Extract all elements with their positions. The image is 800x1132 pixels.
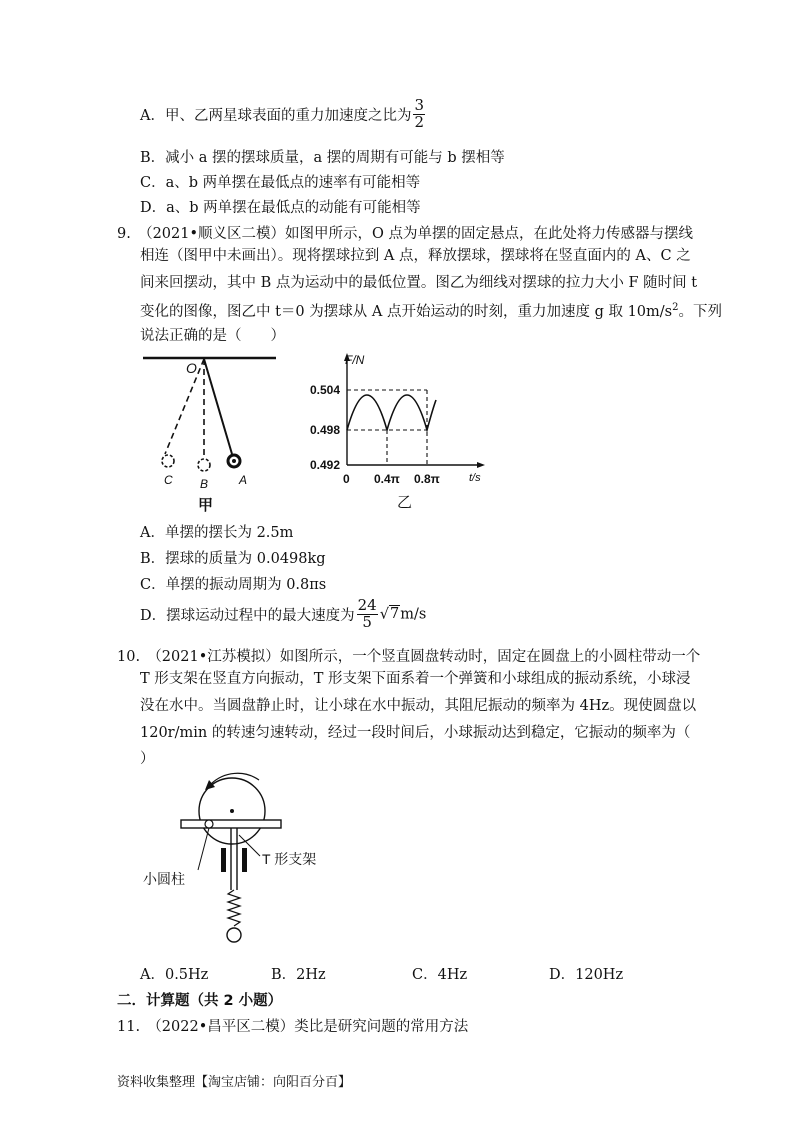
label-small-cylinder: 小圆柱 — [143, 871, 185, 887]
q8-option-a — [140, 98, 427, 131]
q9-option-d-text: D．摆球运动过程中的最大速度为 — [140, 607, 355, 624]
q8-option-a-text: A．甲、乙两星球表面的重力加速度之比为 — [140, 107, 412, 124]
q10-option-d: D．120Hz — [549, 967, 624, 983]
ball-b — [198, 459, 210, 471]
guide-left — [221, 848, 226, 872]
x-tick-08pi: 0.8π — [414, 472, 440, 486]
y-tick-0504: 0.504 — [310, 383, 341, 397]
q9-line-4-tail: 。下列 — [678, 303, 722, 320]
q8-option-b: B．减小 a 摆的摆球质量，a 摆的周期有可能与 b 摆相等 — [140, 150, 505, 166]
x-tick-0: 0 — [343, 472, 350, 486]
sqrt-radicand: 7 — [389, 606, 400, 623]
fraction-numerator: 24 — [357, 596, 377, 614]
footer-text: 资料收集整理【淘宝店铺：向阳百分百】 — [117, 1075, 352, 1090]
q10-line-3: 没在水中。当圆盘静止时，让小球在水中振动，其阻尼振动的频率为 4Hz。现使圆盘以 — [140, 698, 697, 714]
q10-option-b: B．2Hz — [271, 967, 326, 983]
fraction-numerator: 3 — [414, 96, 425, 114]
label-b: B — [200, 477, 209, 491]
q8-option-d: D．a、b 两单摆在最低点的动能有可能相等 — [140, 200, 421, 216]
ball-a-center — [232, 459, 236, 463]
label-a: A — [239, 473, 248, 487]
q10-line-2: T 形支架在竖直方向振动，T 形支架下面系着一个弹簧和小球组成的振动系统，小球浸 — [140, 671, 691, 687]
x-axis-label: t/s — [469, 472, 481, 484]
q9-option-a: A．单摆的摆长为 2.5m — [140, 525, 294, 541]
x-axis-arrow — [477, 462, 485, 468]
q9-option-b: B．摆球的质量为 0.0498kg — [140, 551, 326, 567]
t-bracket-bar — [181, 820, 281, 828]
label-t-bracket: T 形支架 — [262, 851, 317, 867]
q10-line-4: 120r/min 的转速匀速转动，经过一段时间后，小球振动达到稳定，它振动的频率为（ — [140, 725, 691, 741]
string-a — [204, 359, 232, 454]
ball-c — [162, 455, 174, 467]
q9-option-d-unit: m/s — [400, 606, 427, 623]
label-o: O — [186, 360, 197, 376]
caption-jia: 甲 — [198, 497, 214, 514]
q9-option-c: C．单摆的振动周期为 0.8πs — [140, 577, 327, 593]
q9-option-d — [140, 598, 426, 631]
ball — [227, 928, 241, 942]
y-tick-0498: 0.498 — [310, 423, 341, 437]
disc-center — [230, 809, 234, 813]
q10-line-1: 10. （2021•江苏模拟）如图所示，一个竖直圆盘转动时，固定在圆盘上的小圆柱带动一个 — [117, 649, 701, 665]
label-c: C — [164, 473, 173, 487]
q9-line-2: 相连（图甲中未画出）。现将摆球拉到 A 点，释放摆球，摆球将在竖直面内的 A、C 之 — [140, 248, 691, 264]
y-axis-label: F/N — [345, 353, 365, 367]
disc-spring-figure — [135, 770, 335, 955]
q10-line-5: ） — [140, 751, 155, 767]
q9-option-d-fraction — [357, 598, 378, 631]
fraction-denominator: 5 — [362, 612, 372, 631]
q10-option-c: C．4Hz — [412, 967, 468, 983]
q10-option-a: A．0.5Hz — [140, 967, 209, 983]
force-time-graph — [305, 350, 495, 520]
section-title: 二．计算题（共 2 小题） — [117, 993, 283, 1009]
x-tick-04pi: 0.4π — [374, 472, 400, 486]
caption-yi: 乙 — [397, 494, 413, 511]
q9-line-4-text: 变化的图像，图乙中 t＝0 为摆球从 A 点开始运动的时刻，重力加速度 g 取 10m/s — [140, 303, 673, 320]
q9-line-4 — [140, 302, 722, 320]
guide-right — [242, 848, 247, 872]
spring — [228, 890, 240, 926]
sqrt-sign: √ — [379, 606, 389, 623]
leader-cylinder — [198, 828, 209, 870]
q8-option-a-fraction — [413, 98, 425, 131]
force-curve — [347, 395, 436, 430]
q11-line-1: 11. （2022•昌平区二模）类比是研究问题的常用方法 — [117, 1019, 469, 1035]
q8-option-c: C．a、b 两单摆在最低点的速率有可能相等 — [140, 175, 421, 191]
fraction-denominator: 2 — [414, 112, 425, 131]
q9-line-1: 9. （2021•顺义区二模）如图甲所示，O 点为单摆的固定悬点，在此处将力传感器与摆线 — [117, 226, 694, 242]
string-c — [165, 359, 204, 454]
y-tick-0492: 0.492 — [310, 458, 341, 472]
pendulum-figure — [140, 350, 290, 520]
q9-line-5: 说法正确的是（ ） — [140, 328, 285, 344]
q9-line-3: 间来回摆动，其中 B 点为运动中的最低位置。图乙为细线对摆球的拉力大小 F 随时间 t — [140, 275, 698, 291]
superscript: 2 — [672, 302, 679, 313]
small-cylinder — [205, 820, 213, 828]
